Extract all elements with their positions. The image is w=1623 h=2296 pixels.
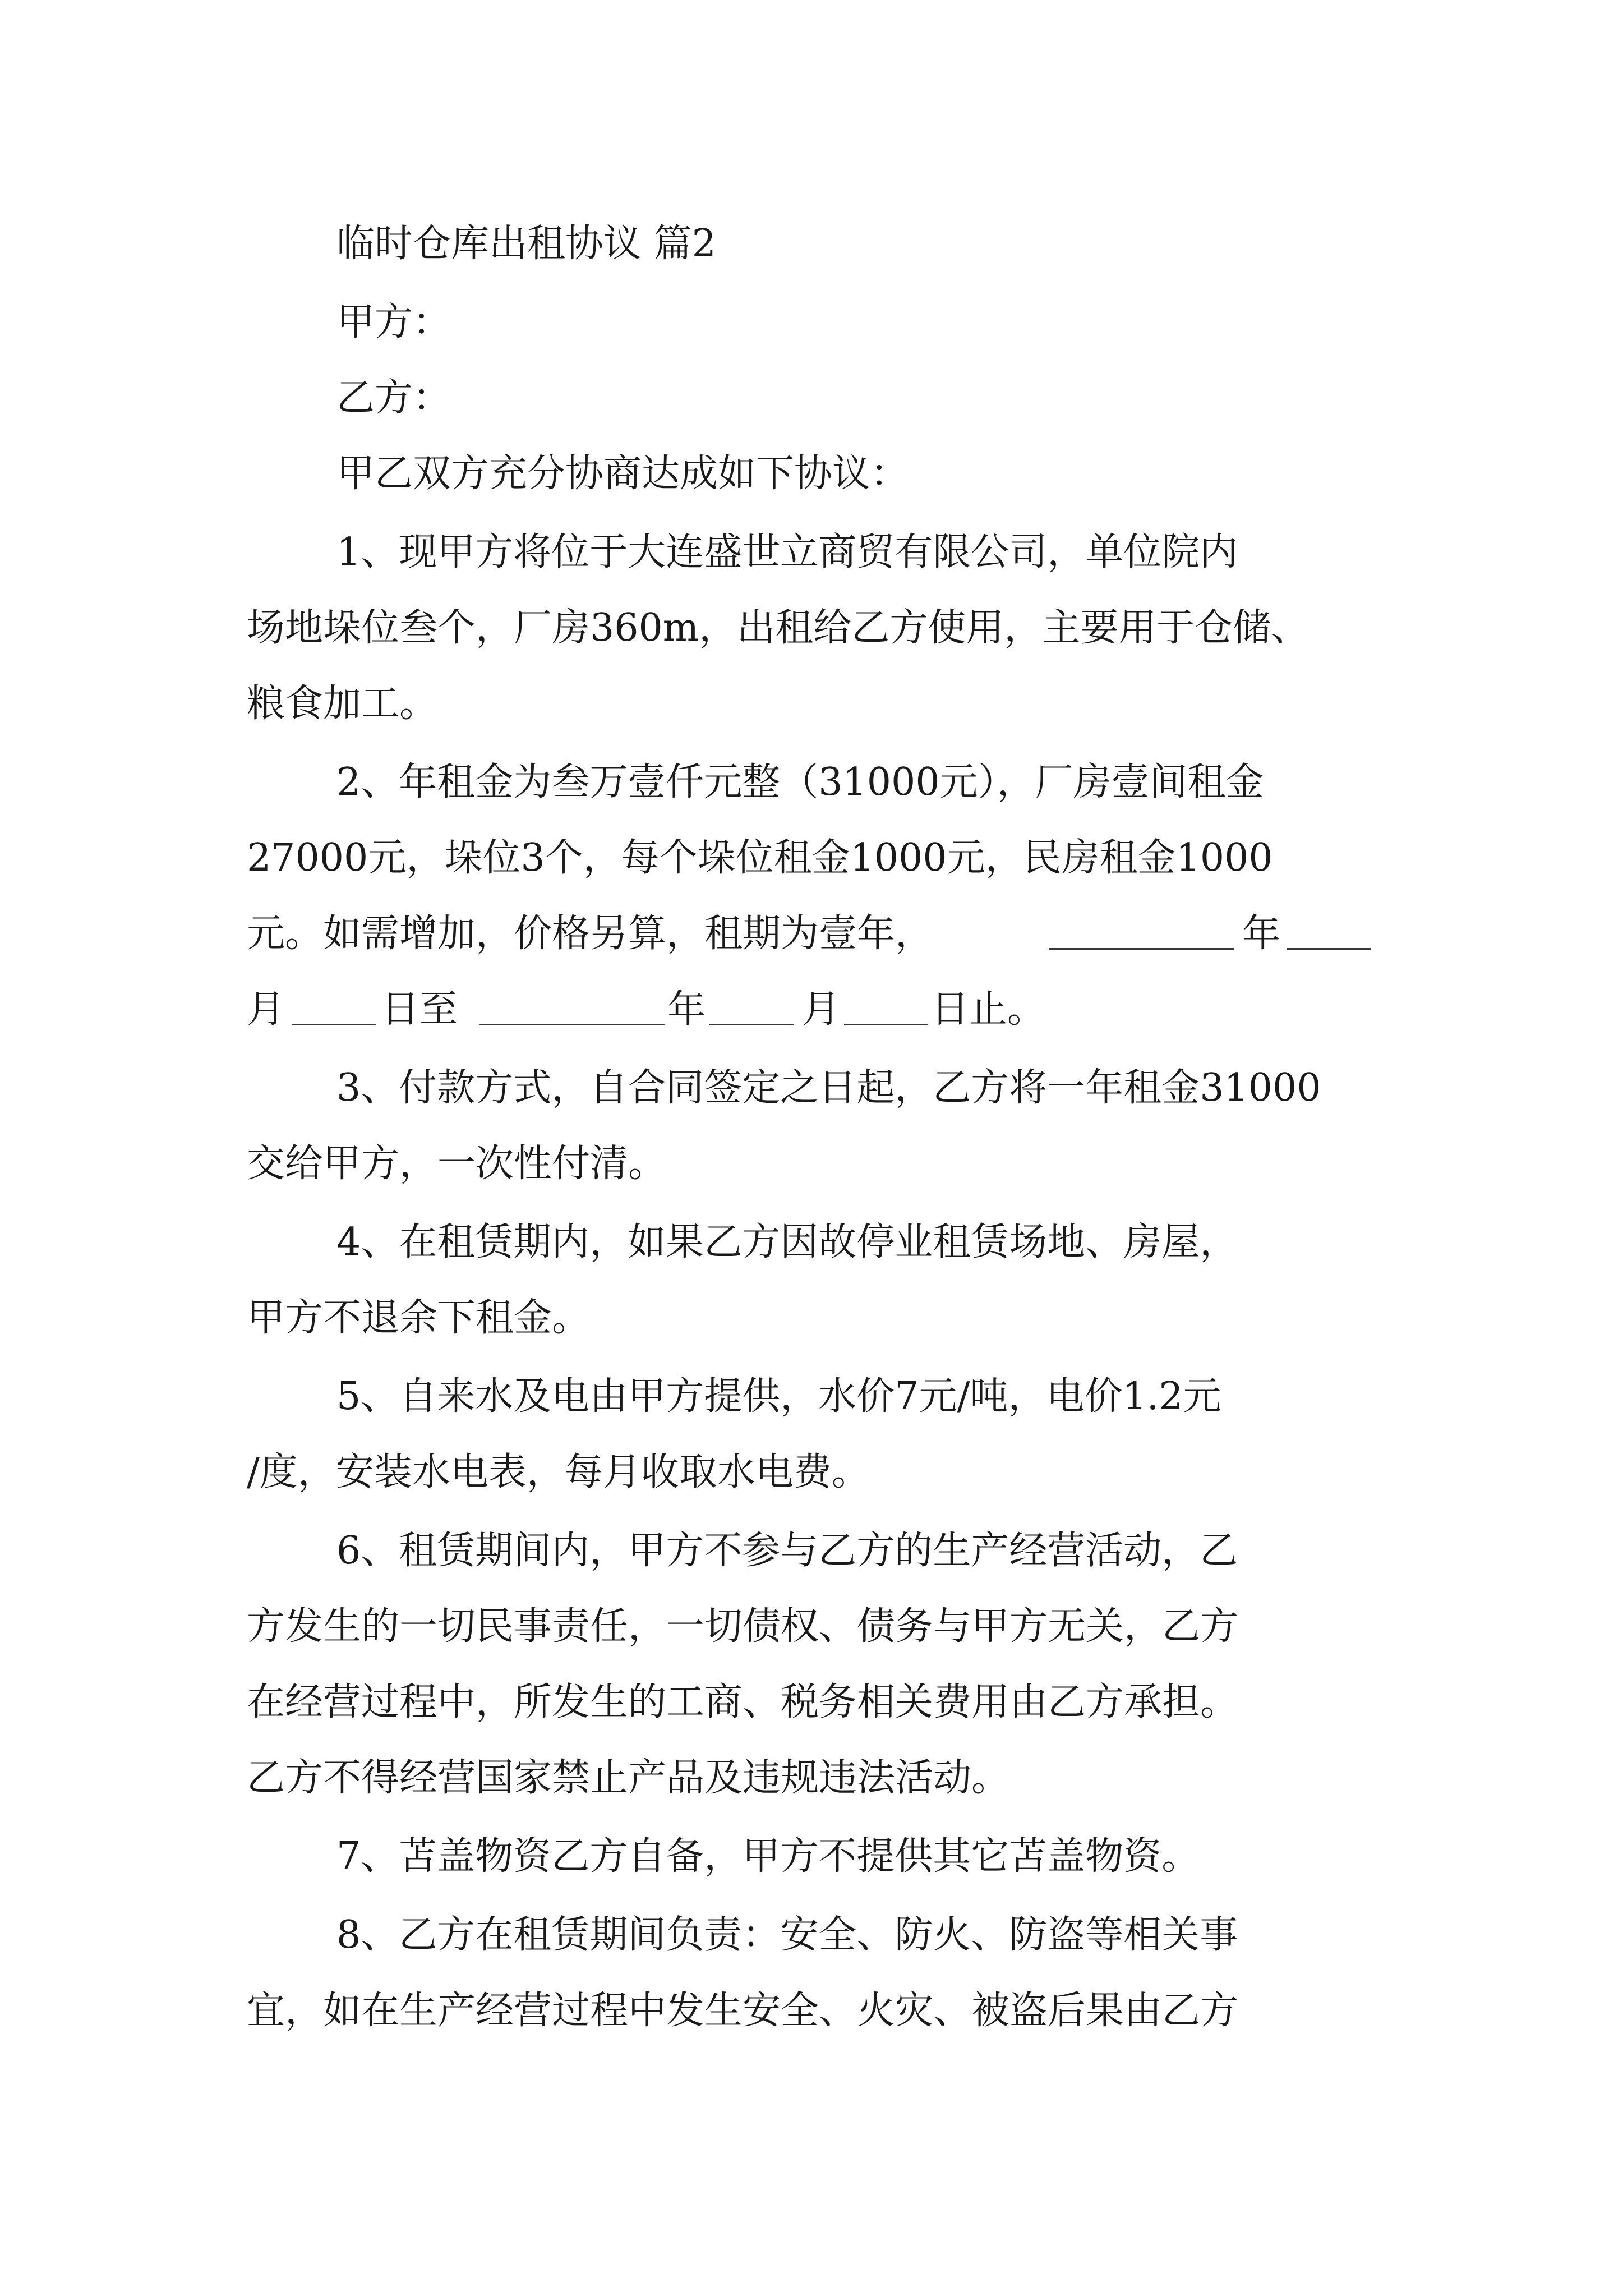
clause-2-line-2: 27000元，垛位3个，每个垛位租金1000元，民房租金1000 [247, 836, 1273, 880]
party-a-label: 甲方： [336, 300, 451, 344]
clause-5-line-1: 5、自来水及电由甲方提供，水价7元/吨，电价1.2元 [336, 1374, 1221, 1419]
clause-8-row-2 [0, 1963, 1623, 2059]
clause-2-month-label: 月 [247, 987, 285, 1032]
intro-text: 甲乙双方充分协商达成如下协议： [336, 452, 909, 496]
clause-3-line-1: 3、付款方式，自合同签定之日起，乙方将一年租金31000 [336, 1066, 1321, 1110]
clause-2-year-end-label: 年 [667, 987, 706, 1032]
blank-year-start [1049, 914, 1234, 950]
clause-4-line-1: 4、在租赁期内，如果乙方因故停业租赁场地、房屋， [336, 1220, 1238, 1264]
document-heading: 临时仓库出租协议 篇2 [336, 222, 716, 266]
clause-6-line-3: 在经营过程中，所发生的工商、税务相关费用由乙方承担。 [247, 1680, 1239, 1724]
clause-8-line-1: 8、乙方在租赁期间负责：安全、防火、防盗等相关事 [336, 1913, 1238, 1957]
clause-2-line-3-text: 元。如需增加，价格另算，租期为壹年， [247, 912, 934, 956]
blank-day-end [844, 990, 928, 1025]
clause-8-line-2: 宜，如在生产经营过程中发生安全、火灾、被盗后果由乙方 [247, 1989, 1239, 2033]
blank-year-end [479, 990, 665, 1025]
party-b-label: 乙方： [336, 376, 451, 420]
clause-2-line-1: 2、年租金为叁万壹仟元整（31000元），厂房壹间租金 [336, 760, 1264, 804]
clause-2-day-to-label: 日至 [381, 987, 458, 1032]
clause-1-line-2: 场地垛位叁个，厂房360m，出租给乙方使用，主要用于仓储、 [247, 606, 1310, 650]
clause-5-line-2: /度，安装水电表，每月收取水电费。 [247, 1450, 870, 1494]
clause-2-month-end-label: 月 [802, 987, 841, 1032]
clause-6-line-4: 乙方不得经营国家禁止产品及违规违法活动。 [247, 1756, 1010, 1800]
clause-3-line-2: 交给甲方，一次性付清。 [247, 1142, 667, 1186]
blank-month-start [1287, 914, 1371, 950]
clause-1-line-3: 粮食加工。 [247, 682, 438, 726]
clause-6-line-2: 方发生的一切民事责任，一切债权、债务与甲方无关，乙方 [247, 1604, 1239, 1649]
clause-7-line-1: 7、苫盖物资乙方自备，甲方不提供其它苫盖物资。 [336, 1834, 1200, 1879]
clause-1-line-1: 1、现甲方将位于大连盛世立商贸有限公司，单位院内 [336, 530, 1238, 574]
blank-day-start [292, 990, 376, 1025]
clause-6-line-1: 6、租赁期间内，甲方不参与乙方的生产经营活动，乙 [336, 1529, 1238, 1573]
blank-month-end [709, 990, 794, 1025]
clause-4-line-2: 甲方不退余下租金。 [247, 1296, 591, 1340]
clause-2-year-label: 年 [1242, 912, 1281, 956]
clause-2-day-end-label: 日止。 [931, 987, 1046, 1032]
